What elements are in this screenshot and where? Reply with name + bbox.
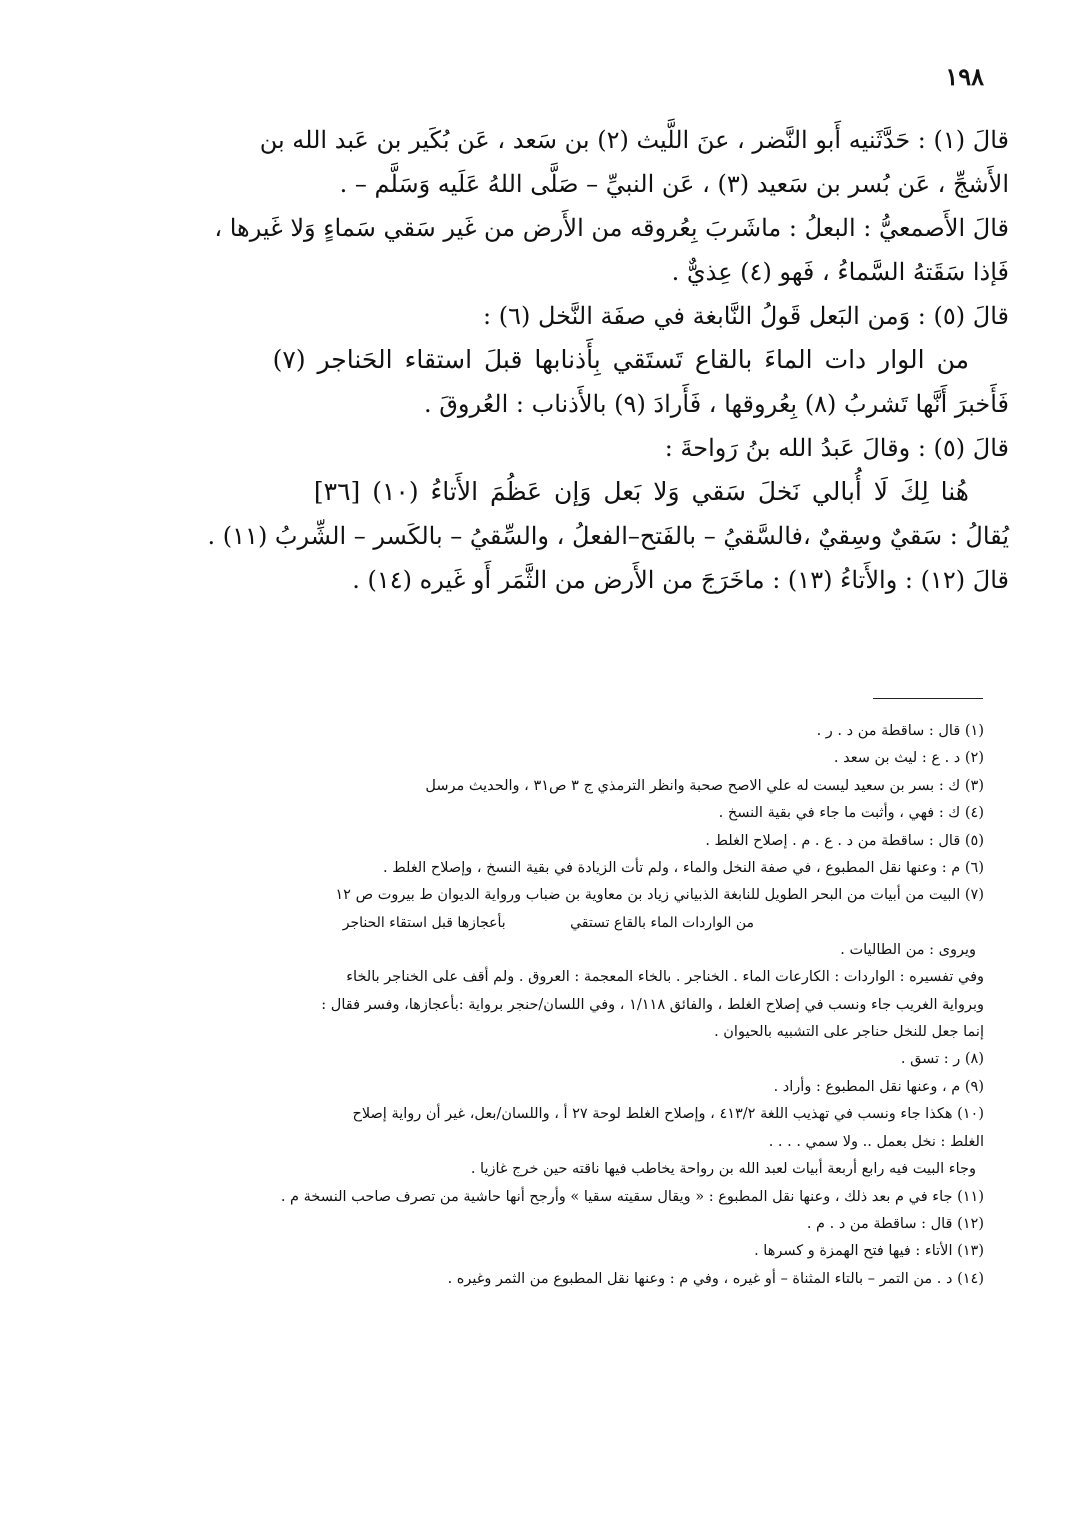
- footnote-verse-hemistich: بأعجازها قبل استقاء الحناجر: [342, 914, 506, 931]
- footnote: (٦) م : وعنها نقل المطبوع ، في صفة النخل والماء ، ولم تأت الزيادة في بقية النسخ ، وإصلاح الغلط .: [383, 860, 984, 877]
- footnote: (١٤) د . من التمر – بالتاء المثناة – أو غيره ، وفي م : وعنها نقل المطبوع من الثمر وغيره .: [447, 1270, 984, 1287]
- footnote: (١٠) هكذا جاء ونسب في تهذيب اللغة ٤١٣/٢ ، وإصلاح الغلط لوحة ٢٧ أ ، واللسان/بعل، غير أن رواية إصلاح: [352, 1106, 984, 1123]
- footnote: الغلط : نخل بعمل .. ولا سمي . . . .: [768, 1133, 984, 1150]
- footnote: وجاء البيت فيه رابع أربعة أبيات لعبد الله بن رواحة يخاطب فيها ناقته حين خرج غازيا .: [470, 1161, 976, 1178]
- footnote-verse: [84, 910, 984, 937]
- footnote: (١٢) قال : ساقطة من د . م .: [806, 1215, 984, 1232]
- main-text: [59, 118, 1009, 602]
- main-line: قالَ (١) : حَدَّثَنيه أَبو النَّضر ، عنَ اللَّيث (٢) بن سَعد ، عَن بُكَير بن عَبد الله بن: [259, 126, 1009, 154]
- footnote: (٣) ك : بسر بن سعيد ليست له علي الاصح صحبة وانظر الترمذي ج ٣ ص٣١ ، والحديث مرسل: [425, 777, 984, 794]
- footnote: (١) قال : ساقطة من د . ر .: [816, 723, 984, 739]
- main-line: قالَ (٥) : وقالَ عَبدُ الله بنُ رَواحةَ :: [664, 434, 1009, 462]
- main-line: قالَ (٥) : وَمن البَعل قَولُ النَّابغة في صفَة النَّخل (٦) :: [483, 302, 1009, 330]
- footnote: (٨) ر : تسق .: [900, 1051, 984, 1068]
- main-line: يُقالُ : سَقيٌ وسِقيٌ ،فالسَّقيُ – بالفَتح–الفعلُ ، والسِّقيُ – بالكَسر – الشِّربُ (١١) .: [207, 522, 1009, 550]
- footnote: (١١) جاء في م بعد ذلك ، وعنها نقل المطبوع : « ويقال سقيته سقيا » وأرجح أنها حاشية من تصرف صاحب النسخة م .: [280, 1188, 984, 1205]
- poetry-verse: هُنا لِكَ لَا أُبالي نَخلَ سَقي وَلا بَعل وَإن عَظُمَ الأَتاءُ (١٠) [٣٦]: [313, 477, 969, 506]
- main-line: قالَ (١٢) : والأَتاءُ (١٣) : ماخَرَجَ من الأَرض من الثَّمَر أَو غَيره (١٤) .: [352, 566, 1009, 594]
- poetry-verse: من الوار دات الماءَ بالقاع تَستَقي بِأَذنابها قبلَ استقاء الحَناجر (٧): [272, 345, 969, 374]
- main-line: فَإذا سَقَتهُ السَّماءُ ، فَهو (٤) عِذيٌّ .: [671, 258, 1009, 286]
- footnotes: [84, 718, 984, 1293]
- footnote: وبرواية الغريب جاء ونسب في إصلاح الغلط ، والفائق ١/١١٨ ، وفي اللسان/حنجر برواية :بأعجازها، وفسر فقال :: [321, 996, 984, 1013]
- footnote: ويروى : من الطاليات .: [840, 941, 976, 958]
- footnote-verse-hemistich: من الواردات الماء بالقاع تستقي: [570, 914, 754, 931]
- main-line: الأَشجِّ ، عَن بُسر بن سَعيد (٣) ، عَن النبيِّ – صَلَّى اللهُ عَلَيه وَسَلَّم – .: [339, 170, 1009, 198]
- main-line: فَأَخبرَ أَنَّها تَشربُ (٨) بِعُروقها ، فَأَرادَ (٩) بالأَذناب : العُروقَ .: [423, 390, 1009, 418]
- footnote: (٧) البيت من أبيات من البحر الطويل للنابغة الذبياني زياد بن معاوية بن ضباب ورواية الديوان ط بيروت ص ١٢: [335, 887, 984, 904]
- footnote: (٥) قال : ساقطة من د . ع . م . إصلاح الغلط .: [705, 832, 984, 849]
- page-number: ١٩٨: [945, 62, 984, 91]
- footnote: (٩) م ، وعنها نقل المطبوع : وأراد .: [773, 1078, 984, 1095]
- footnote: وفي تفسيره : الواردات : الكارعات الماء . الخناجر . بالخاء المعجمة : العروق . ولم أقف على الخناجر بالخاء: [346, 969, 984, 986]
- footnote: (١٣) الأتاء : فيها فتح الهمزة و كسرها .: [754, 1243, 984, 1260]
- footnote-divider: [873, 698, 983, 699]
- footnote: إنما جعل للنخل حناجر على التشبيه بالحيوان .: [714, 1024, 984, 1041]
- main-line: قالَ الأَصمعيُّ : البعلُ : ماشَربَ بِعُروقه من الأَرض من غَير سَقي سَماءٍ وَلا غَيرها ،: [214, 214, 1009, 242]
- footnote: (٢) د . ع : ليث بن سعد .: [833, 750, 984, 767]
- footnote: (٤) ك : فهي ، وأثبت ما جاء في بقية النسخ .: [718, 805, 984, 822]
